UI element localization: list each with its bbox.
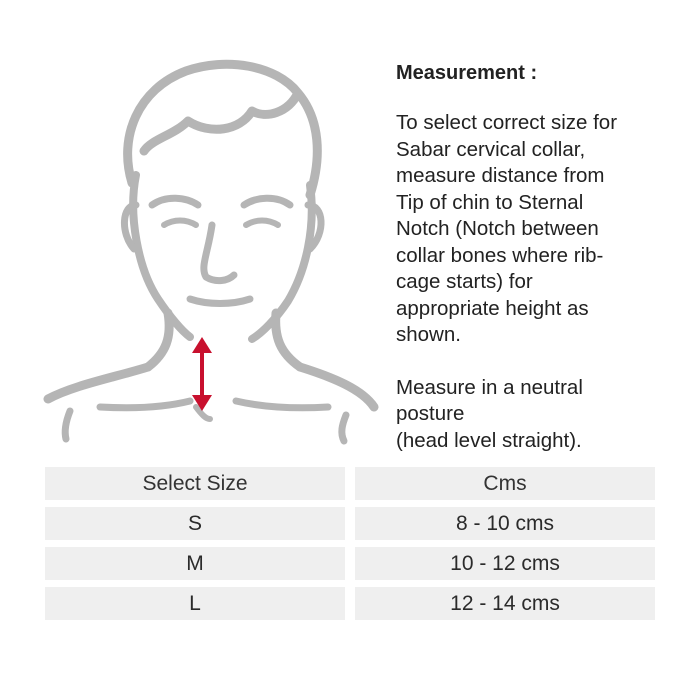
left-shoulder bbox=[48, 367, 148, 399]
table-header-row bbox=[45, 467, 655, 500]
size-cell: M bbox=[45, 547, 345, 580]
table-row bbox=[45, 507, 655, 540]
neck-left bbox=[148, 313, 169, 367]
neck-right bbox=[276, 313, 300, 367]
measurement-instructions bbox=[396, 60, 686, 454]
posture-line: posture bbox=[396, 402, 465, 425]
hair-outline bbox=[128, 64, 318, 195]
left-eyebrow bbox=[152, 198, 198, 205]
cms-cell: 8 - 10 cms bbox=[355, 507, 655, 540]
left-arm bbox=[65, 411, 70, 439]
right-collarbone bbox=[236, 401, 328, 408]
head-neck-illustration bbox=[40, 55, 385, 450]
cms-cell: 10 - 12 cms bbox=[355, 547, 655, 580]
right-shoulder bbox=[300, 367, 374, 407]
posture-paragraph bbox=[396, 375, 686, 455]
table-row bbox=[45, 587, 655, 620]
left-collarbone bbox=[100, 401, 190, 408]
double-arrow-vertical-icon bbox=[192, 337, 212, 411]
instruction-line: collar bones where rib- bbox=[396, 243, 604, 267]
instruction-line: appropriate height as bbox=[396, 296, 589, 320]
instruction-line: To select correct size for bbox=[396, 111, 618, 134]
instruction-line: measure distance from bbox=[396, 164, 605, 187]
face-right-outline bbox=[252, 185, 312, 339]
cms-cell: 12 - 14 cms bbox=[355, 587, 655, 620]
nose bbox=[204, 225, 234, 281]
instruction-paragraph bbox=[396, 110, 686, 349]
right-arm bbox=[342, 415, 346, 441]
size-table bbox=[45, 467, 655, 627]
size-cell: L bbox=[45, 587, 345, 620]
mouth bbox=[190, 299, 250, 304]
instruction-line: Tip of chin to Sternal bbox=[396, 190, 584, 214]
instruction-line: Notch (Notch between bbox=[396, 217, 599, 240]
instruction-line: shown. bbox=[396, 323, 461, 346]
posture-line: Measure in a neutral bbox=[396, 375, 583, 399]
right-eyebrow bbox=[244, 198, 290, 205]
header-select-size: Select Size bbox=[45, 467, 345, 500]
left-eye bbox=[164, 221, 196, 226]
size-cell: S bbox=[45, 507, 345, 540]
posture-line: (head level straight). bbox=[396, 428, 582, 452]
measurement-heading: Measurement : bbox=[396, 62, 538, 84]
instruction-line: cage starts) for bbox=[396, 270, 533, 293]
header-cms: Cms bbox=[355, 467, 655, 500]
table-row bbox=[45, 547, 655, 580]
right-eye bbox=[246, 221, 278, 226]
instruction-line: Sabar cervical collar, bbox=[396, 137, 586, 161]
